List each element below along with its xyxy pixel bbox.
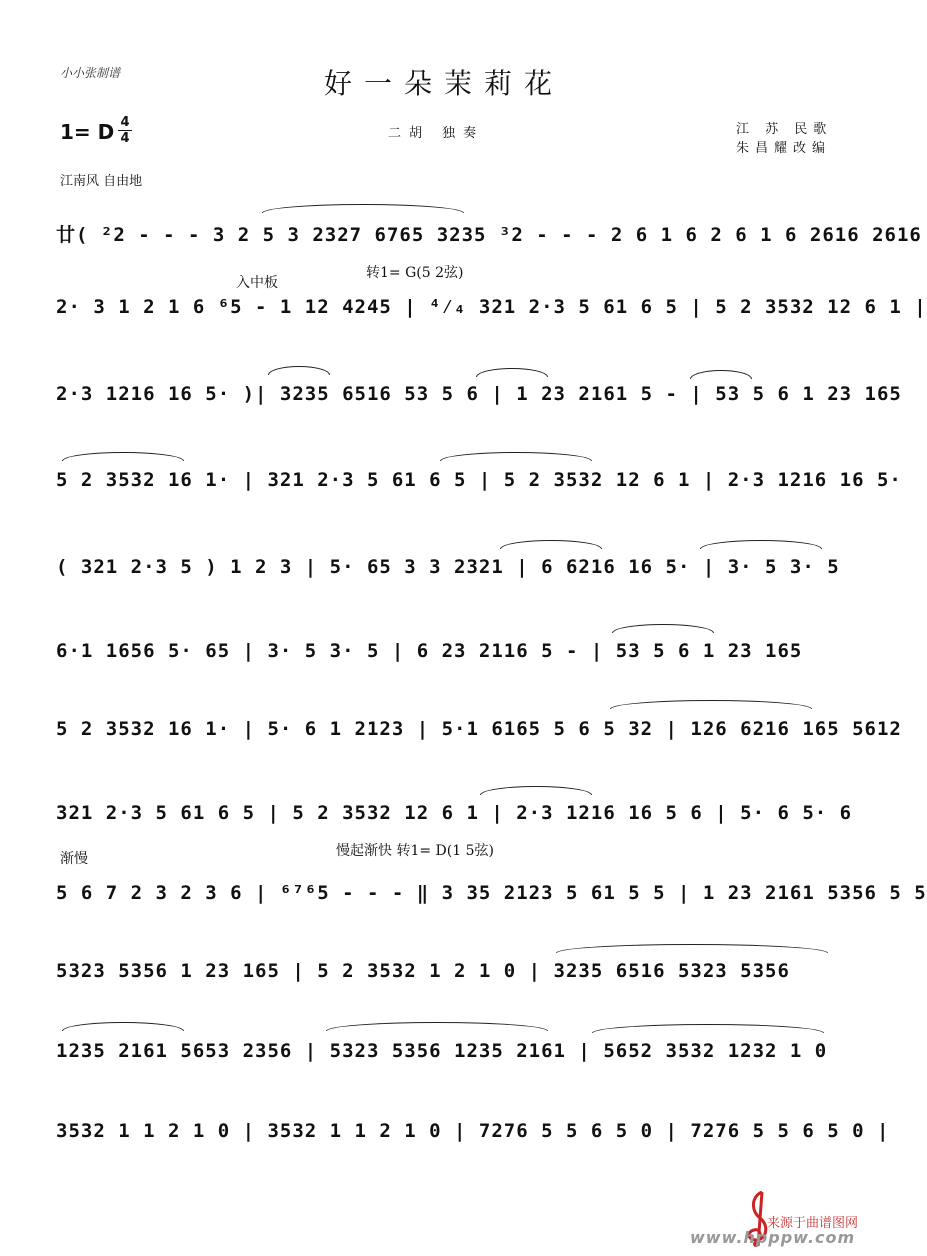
notation-row-3: 2·3 1216 16 5· )| 3235 6516 53 5 6 | 1 23 2161 5 - | 53 5 6 1 23 165 <box>56 383 902 405</box>
slur-mark <box>610 700 812 709</box>
arranger-credit: 小小张制谱 <box>60 66 121 80</box>
meter-bottom: 4 <box>120 131 130 146</box>
tempo-change-marking: 入中板 <box>236 275 278 291</box>
key-change-marking-2: 慢起渐快 转1= D(1 5弦) <box>336 843 494 859</box>
watermark-source: 来源于曲谱图网 <box>766 1216 858 1231</box>
watermark-site: www.hpppw.com <box>690 1228 856 1247</box>
notation-row-6: 6·1 1656 5· 65 | 3· 5 3· 5 | 6 23 2116 5 - | 53 5 6 1 23 165 <box>56 640 803 662</box>
slur-mark <box>556 944 828 953</box>
time-signature <box>118 116 132 145</box>
slur-mark <box>62 452 184 461</box>
notation-row-7: 5 2 3532 16 1· | 5· 6 1 2123 | 5·1 6165 5 6 5 32 | 126 6216 165 5612 <box>56 718 902 740</box>
composer-credit <box>736 120 832 158</box>
slur-mark <box>592 1024 824 1033</box>
composer-line-1: 江 苏 民歌 <box>736 122 833 137</box>
key-change-marking-1: 转1= G(5 2弦) <box>366 265 464 281</box>
slur-mark <box>612 624 714 633</box>
performance-style: 江南风 自由地 <box>60 174 143 189</box>
notation-row-8: 321 2·3 5 61 6 5 | 5 2 3532 12 6 1 | 2·3 1216 16 5 6 | 5· 6 5· 6 <box>56 802 853 824</box>
slur-mark <box>690 370 752 379</box>
key-signature: 1= D <box>60 120 115 144</box>
slur-mark <box>700 540 822 549</box>
notation-row-4: 5 2 3532 16 1· | 321 2·3 5 61 6 5 | 5 2 3532 12 6 1 | 2·3 1216 16 5· <box>56 469 902 491</box>
notation-row-9: 5 6 7 2 3 2 3 6 | ⁶⁷⁶5 - - - ‖ 3 35 2123 5 61 5 5 | 1 23 2161 5356 5 5 <box>56 882 927 904</box>
slur-mark <box>326 1022 548 1031</box>
slur-mark <box>268 366 330 375</box>
slur-mark <box>480 786 592 795</box>
slur-mark <box>440 452 592 461</box>
slur-mark <box>500 540 602 549</box>
notation-row-12: 3532 1 1 2 1 0 | 3532 1 1 2 1 0 | 7276 5 5 6 5 0 | 7276 5 5 6 5 0 | <box>56 1120 890 1142</box>
notation-row-10: 5323 5356 1 23 165 | 5 2 3532 1 2 1 0 | 3235 6516 5323 5356 <box>56 960 790 982</box>
slur-mark <box>62 1022 184 1031</box>
slow-down-marking: 渐慢 <box>60 851 88 867</box>
notation-row-1: 廿( ²2 - - - 3 2 5 3 2327 6765 3235 ³2 - - - 2 6 1 6 2 6 1 6 2616 2616 <box>56 224 922 246</box>
subtitle: 二胡 独奏 <box>388 126 485 141</box>
meter-top: 4 <box>120 115 130 130</box>
slur-mark <box>262 204 464 213</box>
notation-row-2: 2· 3 1 2 1 6 ⁶5 - 1 12 4245 | ⁴⁄₄ 321 2·3 5 61 6 5 | 5 2 3532 12 6 1 | <box>56 296 927 318</box>
slur-mark <box>476 368 548 377</box>
page-title: 好一朵茉莉花 <box>323 67 564 100</box>
composer-line-2: 朱昌耀改编 <box>736 141 832 156</box>
notation-row-11: 1235 2161 5653 2356 | 5323 5356 1235 2161 | 5652 3532 1232 1 0 <box>56 1040 828 1062</box>
notation-row-5: ( 321 2·3 5 ) 1 2 3 | 5· 65 3 3 2321 | 6 6216 16 5· | 3· 5 3· 5 <box>56 556 840 578</box>
